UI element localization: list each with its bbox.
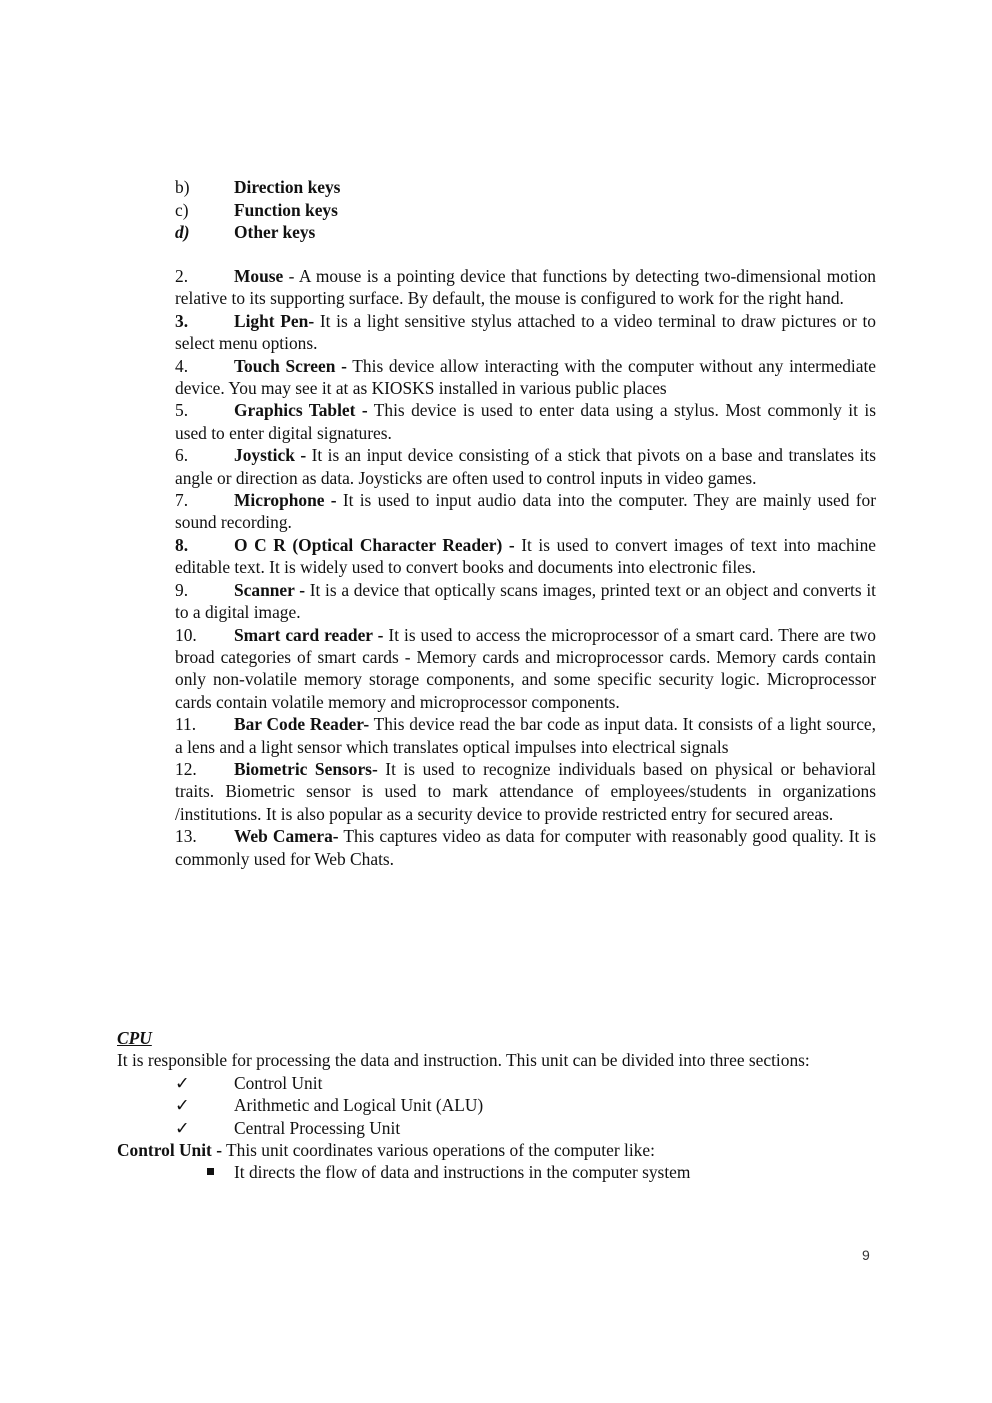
device-description: - A mouse is a pointing device that functions by detecting two-dimensional motion relative to its supporting surface. By default, the mouse is configured to work for the right hand.	[175, 266, 876, 309]
device-term: O C R (Optical Character Reader) -	[234, 534, 515, 555]
checkmark-icon: ✓	[175, 1072, 190, 1093]
device-term: Joystick -	[234, 445, 307, 466]
device-description: It is an input device consisting of a stick that pivots on a base and translates its angle or direction as data. Joysticks are often used to control inputs in video games.	[175, 445, 876, 488]
list-item	[117, 1161, 876, 1183]
device-number: 8.	[175, 534, 189, 555]
key-item	[175, 199, 876, 222]
list-item	[117, 1072, 876, 1094]
device-description: It is used to convert images of text into machine editable text. It is widely used to convert books and documents into electronic files.	[175, 534, 876, 578]
device-description: It is a light sensitive stylus attached to a video terminal to draw pictures or to select menu options.	[175, 310, 877, 354]
device-number: 4.	[175, 355, 189, 376]
device-number: 3.	[175, 310, 189, 331]
device-item	[175, 399, 876, 444]
device-term: Biometric Sensors-	[234, 758, 378, 779]
device-number: 2.	[175, 266, 189, 286]
key-item	[175, 221, 876, 244]
checkmark-icon: ✓	[175, 1095, 190, 1116]
device-item	[175, 489, 876, 534]
list-item-text: Control Unit	[234, 1072, 323, 1093]
control-unit-paragraph	[117, 1139, 876, 1161]
device-term: Microphone -	[234, 490, 337, 511]
device-item	[175, 310, 876, 355]
list-item-text: Arithmetic and Logical Unit (ALU)	[234, 1095, 484, 1116]
device-term: Scanner -	[234, 579, 306, 600]
page-number: 9	[862, 1247, 870, 1263]
section-description: It is responsible for processing the data and instruction. This unit can be divided into three sections:	[117, 1050, 810, 1071]
key-item-text: Direction keys	[234, 177, 341, 197]
list-item-text: It directs the flow of data and instructions in the computer system	[234, 1162, 691, 1183]
device-description: It is a device that optically scans images, printed text or an object and converts it to a digital image.	[175, 579, 876, 623]
device-item	[175, 444, 876, 489]
device-number: 5.	[175, 400, 189, 421]
list-item-text: Central Processing Unit	[234, 1117, 401, 1138]
key-item-text: Function keys	[234, 199, 338, 220]
device-description: This captures video as data for computer with reasonably good quality. It is commonly used for Web Chats.	[175, 826, 876, 869]
key-item-text: Other keys	[234, 222, 316, 243]
device-term: Touch Screen -	[234, 355, 347, 376]
device-item	[175, 265, 876, 310]
cpu-sections-list	[117, 1072, 876, 1139]
device-item	[175, 624, 876, 714]
device-description: This device is used to enter data using a stylus. Most commonly it is used to enter digital signatures.	[175, 400, 876, 443]
device-term: Smart card reader -	[234, 624, 384, 645]
device-term: Light Pen-	[234, 310, 315, 331]
key-item	[175, 176, 876, 199]
control-unit-heading: Control Unit -	[117, 1139, 222, 1160]
device-number: 11.	[175, 714, 197, 735]
key-item-label: b)	[175, 177, 190, 197]
device-number: 6.	[175, 445, 189, 466]
checkmark-icon: ✓	[175, 1117, 190, 1138]
device-item	[175, 355, 876, 400]
device-item	[175, 713, 876, 758]
device-number: 12.	[175, 758, 197, 779]
device-number: 10.	[175, 624, 197, 645]
key-item-label: c)	[175, 199, 189, 220]
device-item	[175, 534, 876, 579]
list-item	[117, 1094, 876, 1116]
device-number: 9.	[175, 579, 189, 600]
key-item-label: d)	[175, 222, 190, 243]
device-description: It is used to recognize individuals based on physical or behavioral traits. Biometric sensor is used to mark attendance of employees/students in organizations /institutions. It is also popular as a security device to provide restricted entry for secured areas.	[175, 758, 876, 824]
device-description: It is used to input audio data into the computer. They are mainly used for sound recording.	[175, 490, 877, 533]
section-heading: CPU	[117, 1028, 152, 1048]
keys-list	[175, 176, 876, 244]
device-description: It is used to access the microprocessor of a smart card. There are two broad categories of smart cards - Memory cards and microprocessor cards. Memory cards contain only non-volatile memory storage components, and some specific security logic. Microprocessor cards contain volatile memory and microprocessor components.	[175, 624, 876, 712]
device-item	[175, 758, 876, 825]
device-item	[175, 825, 876, 870]
device-term: Bar Code Reader-	[234, 714, 370, 735]
device-number: 7.	[175, 490, 189, 511]
device-description: This device allow interacting with the computer without any intermediate device. You may see it at as KIOSKS installed in various public places	[175, 355, 877, 399]
square-bullet-icon	[207, 1168, 214, 1175]
list-item	[117, 1117, 876, 1139]
device-description: This device read the bar code as input data. It consists of a light source, a lens and a light sensor which translates optical impulses into electrical signals	[175, 714, 876, 757]
input-devices-list	[175, 265, 876, 870]
control-unit-text: This unit coordinates various operations of the computer like:	[222, 1139, 655, 1160]
device-number: 13.	[175, 826, 197, 847]
device-term: Web Camera-	[234, 826, 339, 847]
device-term: Graphics Tablet -	[234, 400, 368, 421]
cpu-section	[117, 1027, 876, 1184]
device-item	[175, 579, 876, 624]
device-term: Mouse	[234, 266, 284, 286]
